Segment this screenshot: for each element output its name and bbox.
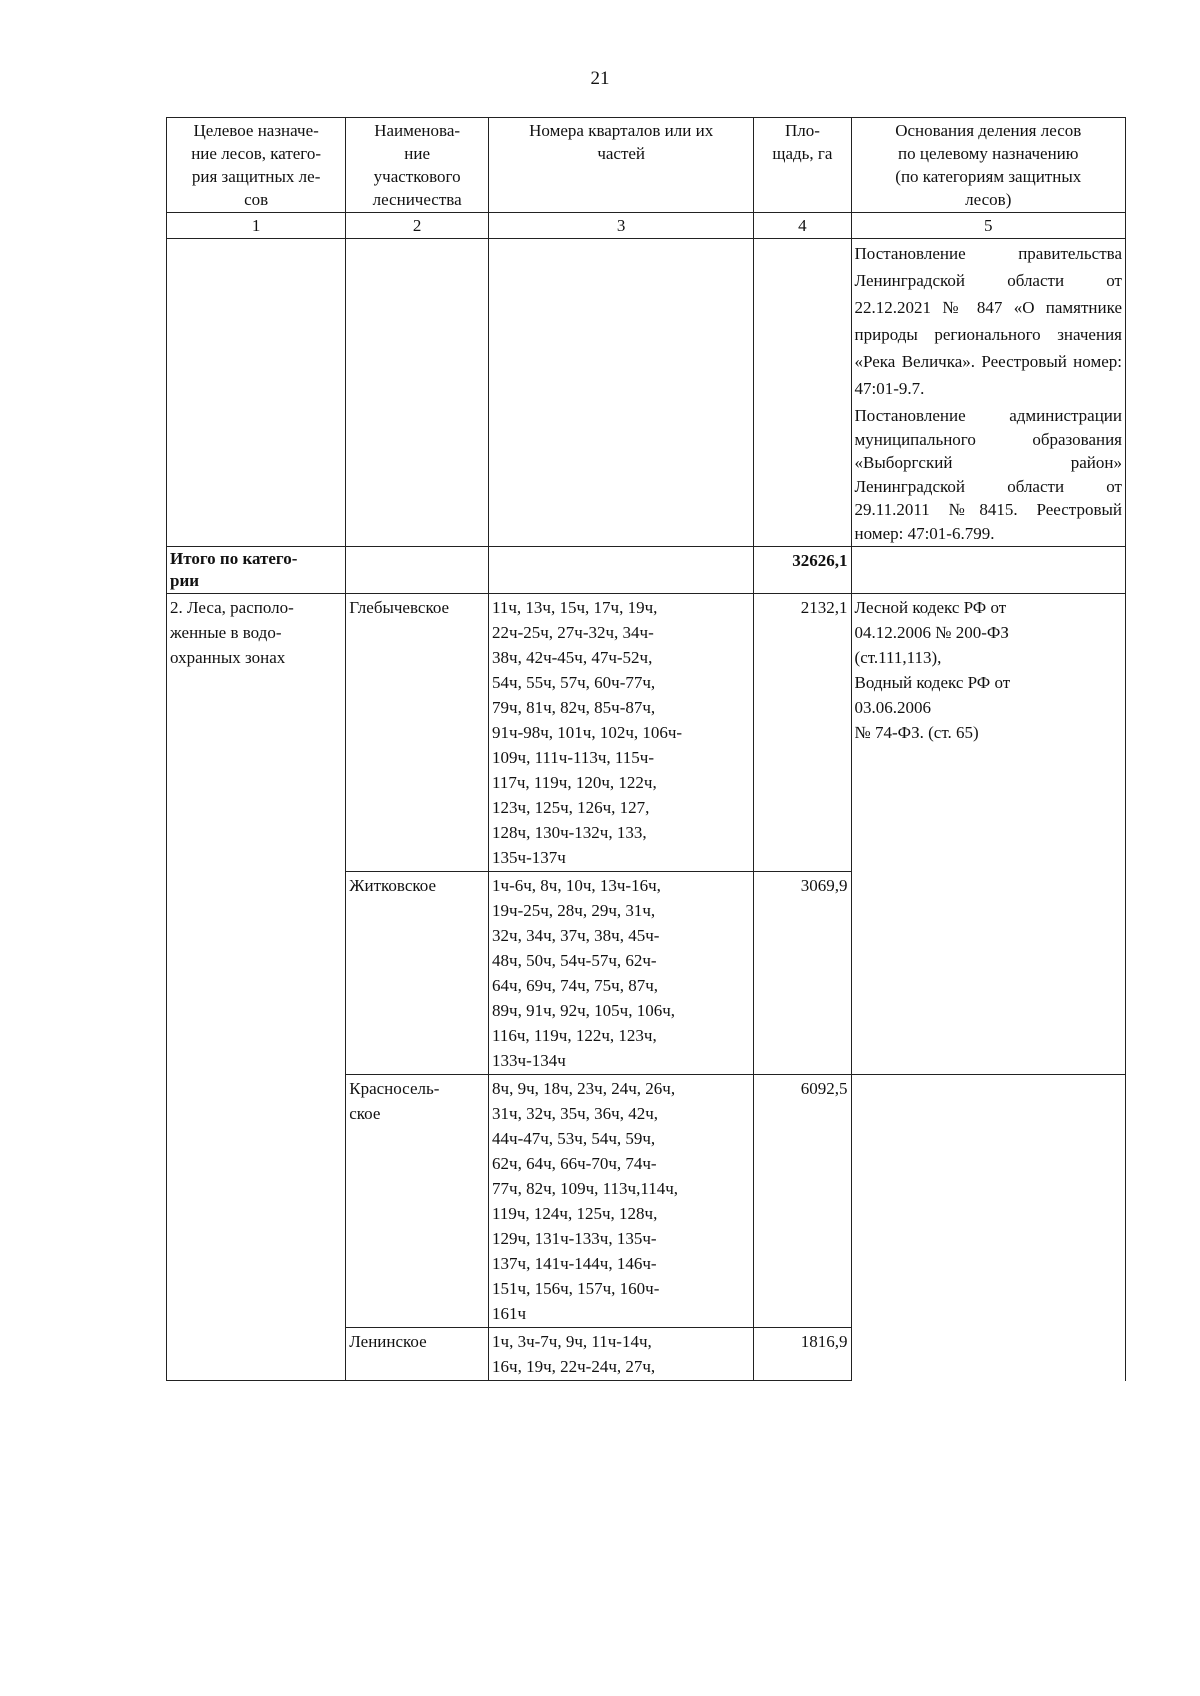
column-number: 4 — [754, 213, 851, 239]
text-line: частей — [597, 144, 646, 163]
text-line: 161ч — [492, 1304, 527, 1323]
total-label — [167, 547, 346, 594]
text-line: 38ч, 42ч-45ч, 47ч-52ч, — [492, 648, 653, 667]
header-basis — [851, 118, 1125, 213]
column-number: 1 — [167, 213, 346, 239]
text-line: Наименова- — [374, 121, 461, 140]
empty-cell — [851, 547, 1125, 594]
text-line: 2. Леса, располо- — [170, 598, 294, 617]
text-line: 04.12.2006 № 200-ФЗ — [854, 623, 1009, 642]
text-line: 133ч-134ч — [492, 1051, 566, 1070]
text-line: 91ч-98ч, 101ч, 102ч, 106ч- — [492, 723, 683, 742]
text-line: Основания деления лесов — [895, 121, 1082, 140]
text-line: 123ч, 125ч, 126ч, 127, — [492, 798, 650, 817]
table-row — [167, 594, 1126, 872]
text-line: 16ч, 19ч, 22ч-24ч, 27ч, — [492, 1357, 656, 1376]
empty-cell — [851, 1075, 1125, 1381]
text-line: сов — [244, 190, 269, 209]
quarters-cell — [489, 1328, 754, 1381]
quarters-cell — [489, 1075, 754, 1328]
column-number: 3 — [489, 213, 754, 239]
text-line: Лесной кодекс РФ от — [854, 598, 1007, 617]
area-cell: 1816,9 — [754, 1328, 851, 1381]
area-cell: 3069,9 — [754, 872, 851, 1075]
text-line: щадь, га — [772, 144, 833, 163]
text-line: (ст.111,113), — [854, 648, 942, 667]
total-area: 32626,1 — [754, 547, 851, 594]
text-line: (по категориям защитных — [895, 167, 1082, 186]
forestry-name — [346, 1075, 489, 1328]
text-line: 109ч, 111ч-113ч, 115ч- — [492, 748, 655, 767]
forest-purpose-table — [166, 117, 1126, 1381]
text-line: 79ч, 81ч, 82ч, 85ч-87ч, — [492, 698, 656, 717]
empty-cell — [346, 239, 489, 547]
forestry-name: Житковское — [346, 872, 489, 1075]
forestry-name: Глебычевское — [346, 594, 489, 872]
text-line: Номера кварталов или их — [529, 121, 714, 140]
text-line: 32ч, 34ч, 37ч, 38ч, 45ч- — [492, 926, 660, 945]
text-line: 03.06.2006 — [854, 698, 932, 717]
table-header-row — [167, 118, 1126, 213]
text-line: 22ч-25ч, 27ч-32ч, 34ч- — [492, 623, 654, 642]
forestry-name: Ленинское — [346, 1328, 489, 1381]
text-line: 135ч-137ч — [492, 848, 566, 867]
text-line: 31ч, 32ч, 35ч, 36ч, 42ч, — [492, 1104, 659, 1123]
text-line: 137ч, 141ч-144ч, 146ч- — [492, 1254, 657, 1273]
text-line: ние лесов, катего- — [191, 144, 322, 163]
area-cell: 6092,5 — [754, 1075, 851, 1328]
text-line: 11ч, 13ч, 15ч, 17ч, 19ч, — [492, 598, 658, 617]
continuation-row — [167, 239, 1126, 547]
column-number: 2 — [346, 213, 489, 239]
text-line: 8ч, 9ч, 18ч, 23ч, 24ч, 26ч, — [492, 1079, 676, 1098]
text-line: 77ч, 82ч, 109ч, 113ч,114ч, — [492, 1179, 679, 1198]
column-number-row — [167, 213, 1126, 239]
header-purpose — [167, 118, 346, 213]
column-number: 5 — [851, 213, 1125, 239]
quarters-cell — [489, 594, 754, 872]
quarters-cell — [489, 872, 754, 1075]
area-cell: 2132,1 — [754, 594, 851, 872]
text-line: женные в водо- — [170, 623, 282, 642]
empty-cell — [346, 547, 489, 594]
continuation-basis-cell — [851, 239, 1125, 547]
text-line: 62ч, 64ч, 66ч-70ч, 74ч- — [492, 1154, 657, 1173]
header-quarters — [489, 118, 754, 213]
empty-cell — [489, 547, 754, 594]
text-line: 128ч, 130ч-132ч, 133, — [492, 823, 647, 842]
text-line: № 74-ФЗ. (ст. 65) — [854, 723, 979, 742]
header-area — [754, 118, 851, 213]
text-line: 117ч, 119ч, 120ч, 122ч, — [492, 773, 657, 792]
header-forestry — [346, 118, 489, 213]
text-line: 116ч, 119ч, 122ч, 123ч, — [492, 1026, 657, 1045]
text-line: 44ч-47ч, 53ч, 54ч, 59ч, — [492, 1129, 656, 1148]
text-line: Пло- — [784, 121, 820, 140]
text-line: 151ч, 156ч, 157ч, 160ч- — [492, 1279, 660, 1298]
text-line: 54ч, 55ч, 57ч, 60ч-77ч, — [492, 673, 656, 692]
basis-cell — [851, 594, 1125, 1075]
page-number: 21 — [590, 68, 610, 89]
text-line: Водный кодекс РФ от — [854, 673, 1011, 692]
text-line: 48ч, 50ч, 54ч-57ч, 62ч- — [492, 951, 657, 970]
text-line: 19ч-25ч, 28ч, 29ч, 31ч, — [492, 901, 656, 920]
text-line: Целевое назначе- — [193, 121, 319, 140]
basis-decree-2: Постановление администрации муниципального образования «Выборгский район» Ленинградской области от 29.11.2011 №8415. Реестровый номер: 47:01-6.799. — [854, 406, 1122, 543]
text-line: участкового — [373, 167, 461, 186]
text-line: рии — [170, 571, 200, 590]
text-line: рия защитных ле- — [191, 167, 321, 186]
text-line: лесничества — [372, 190, 462, 209]
text-line: 1ч-6ч, 8ч, 10ч, 13ч-16ч, — [492, 876, 661, 895]
text-line: Итого по катего- — [170, 549, 298, 568]
empty-cell — [167, 239, 346, 547]
text-line: Красносель- — [349, 1079, 440, 1098]
empty-cell — [167, 1328, 346, 1381]
text-line: ское — [349, 1104, 381, 1123]
text-line: 119ч, 124ч, 125ч, 128ч, — [492, 1204, 658, 1223]
text-line: охранных зонах — [170, 648, 286, 667]
total-row — [167, 547, 1126, 594]
text-line: ние — [404, 144, 430, 163]
text-line: по целевому назначению — [898, 144, 1079, 163]
text-line: 89ч, 91ч, 92ч, 105ч, 106ч, — [492, 1001, 676, 1020]
text-line: 64ч, 69ч, 74ч, 75ч, 87ч, — [492, 976, 659, 995]
text-line: 129ч, 131ч-133ч, 135ч- — [492, 1229, 657, 1248]
text-line: 1ч, 3ч-7ч, 9ч, 11ч-14ч, — [492, 1332, 652, 1351]
empty-cell — [754, 239, 851, 547]
empty-cell — [489, 239, 754, 547]
category-label — [167, 594, 346, 1328]
text-line: лесов) — [965, 190, 1012, 209]
basis-decree-1: Постановление правительства Ленинградской области от 22.12.2021 № 847 «О памятнике природы регионального значения «Река Величка». Реестровый номер: 47:01-9.7. — [854, 244, 1122, 398]
